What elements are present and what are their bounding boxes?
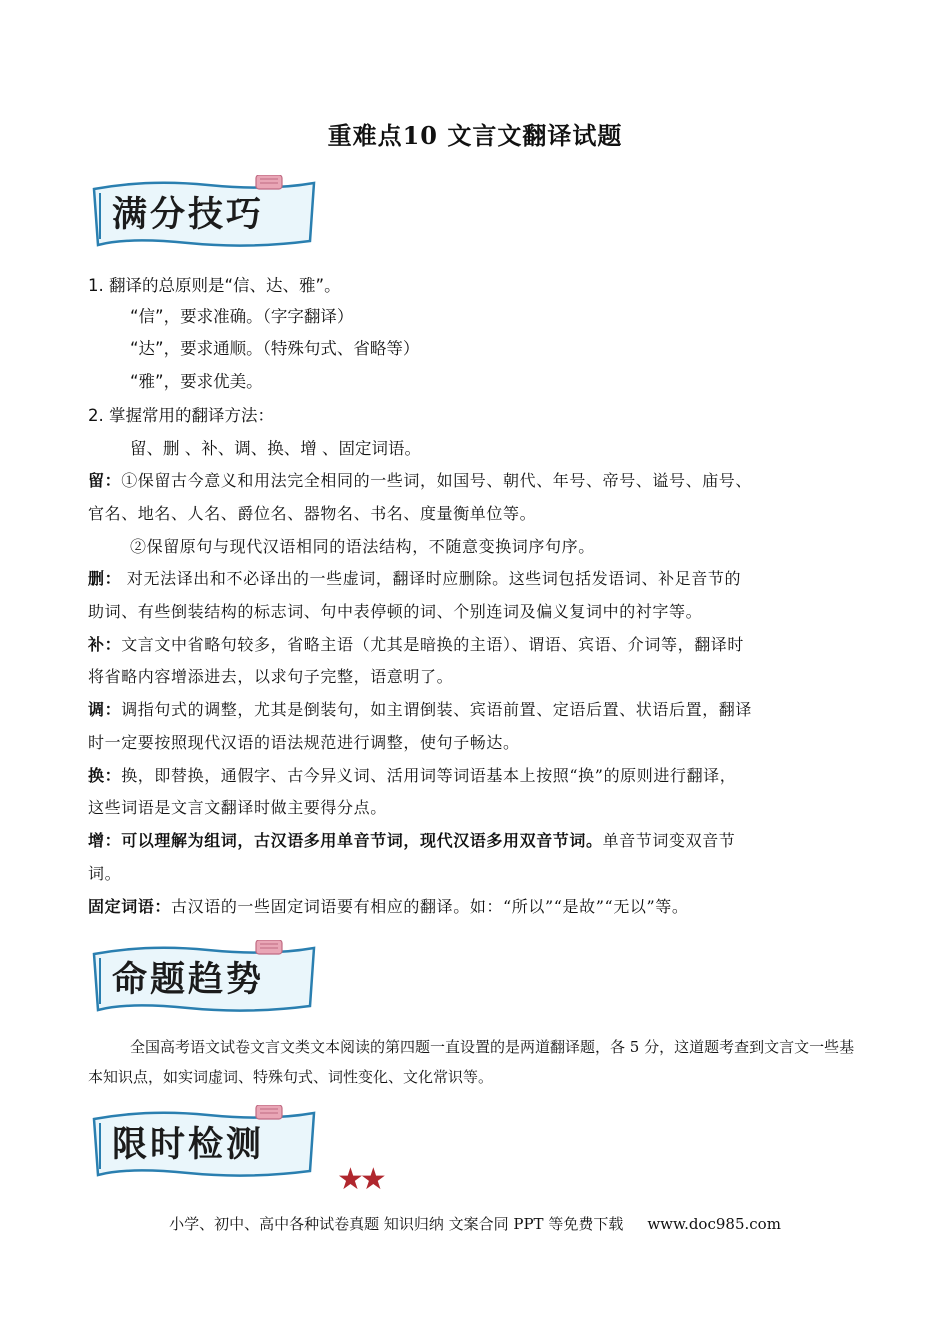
page-footer xyxy=(0,1213,950,1234)
term-label: 调： xyxy=(88,700,122,719)
banner-title: 命题趋势 xyxy=(112,959,265,1000)
section-banner-trend xyxy=(88,940,320,1016)
text-line: 时一定要按照现代汉语的语法规范进行调整，使句子畅达。 xyxy=(88,733,520,752)
text-line: “雅”，要求优美。 xyxy=(130,372,263,391)
text-line: 词。 xyxy=(88,864,122,883)
page-title: 重难点10 文言文翻译试题 xyxy=(327,121,623,150)
text-line: 这些词语是文言文翻译时做主要得分点。 xyxy=(88,798,387,817)
text-line: 2. 掌握常用的翻译方法： xyxy=(88,406,274,425)
text-line: 换：换，即替换，通假字、古今异义词、活用词等词语基本上按照“换”的原则进行翻译， xyxy=(88,766,737,785)
text-line: 补：文言文中省略句较多，省略主语（尤其是暗换的主语）、谓语、宾语、介词等，翻译时 xyxy=(88,635,745,654)
term-label: 增：可以理解为组词，古汉语多用单音节词，现代汉语多用双音节词。 xyxy=(88,831,603,850)
footer-url[interactable]: www.doc985.com xyxy=(647,1215,781,1233)
difficulty-stars-icon: ★★ xyxy=(337,1162,383,1197)
text-line: 删： 对无法译出和不必译出的一些虚词，翻译时应删除。这些词包括发语词、补足音节的 xyxy=(88,569,742,588)
text-line: 将省略内容增添进去，以求句子完整，语意明了。 xyxy=(88,667,454,686)
text-line: 助词、有些倒装结构的标志词、句中表停顿的词、个别连词及偏义复词中的衬字等。 xyxy=(88,602,703,621)
text-line: 增：可以理解为组词，古汉语多用单音节词，现代汉语多用双音节词。单音节词变双音节 xyxy=(88,831,736,850)
text-line: “信”，要求准确。（字字翻译） xyxy=(130,307,354,326)
text-line: 1. 翻译的总原则是“信、达、雅”。 xyxy=(88,276,341,295)
banner-title: 满分技巧 xyxy=(112,194,265,235)
text-line: ②保留原句与现代汉语相同的语法结构，不随意变换词序句序。 xyxy=(130,537,595,556)
section-banner-skills xyxy=(88,175,320,251)
text-line: 留、删 、补、调、换、增 、固定词语。 xyxy=(130,439,421,458)
trend-paragraph: 全国高考语文试卷文言文类文本阅读的第四题一直设置的是两道翻译题，各 5 分，这道题考查到文言文一些基本知识点，如实词虚词、特殊句式、词性变化、文化常识等。 xyxy=(88,1038,855,1086)
banner-title: 限时检测 xyxy=(112,1124,265,1165)
term-label: 留： xyxy=(88,471,122,490)
term-label: 补： xyxy=(88,635,122,654)
footer-text: 小学、初中、高中各种试卷真题 知识归纳 文案合同 PPT 等免费下载 xyxy=(169,1215,624,1233)
term-label: 删： xyxy=(88,569,122,588)
section-banner-test xyxy=(88,1105,320,1181)
text-line: “达”，要求通顺。（特殊句式、省略等） xyxy=(130,339,420,358)
text-line: 固定词语：古汉语的一些固定词语要有相应的翻译。如：“所以”“是故”“无以”等。 xyxy=(88,897,689,916)
text-line: 官名、地名、人名、爵位名、器物名、书名、度量衡单位等。 xyxy=(88,504,537,523)
term-label: 固定词语： xyxy=(88,897,172,916)
text-line: 调：调指句式的调整，尤其是倒装句，如主谓倒装、宾语前置、定语后置、状语后置，翻译 xyxy=(88,700,753,719)
term-label: 换： xyxy=(88,766,122,785)
text-line: 留：①保留古今意义和用法完全相同的一些词，如国号、朝代、年号、帝号、谥号、庙号、 xyxy=(88,471,753,490)
